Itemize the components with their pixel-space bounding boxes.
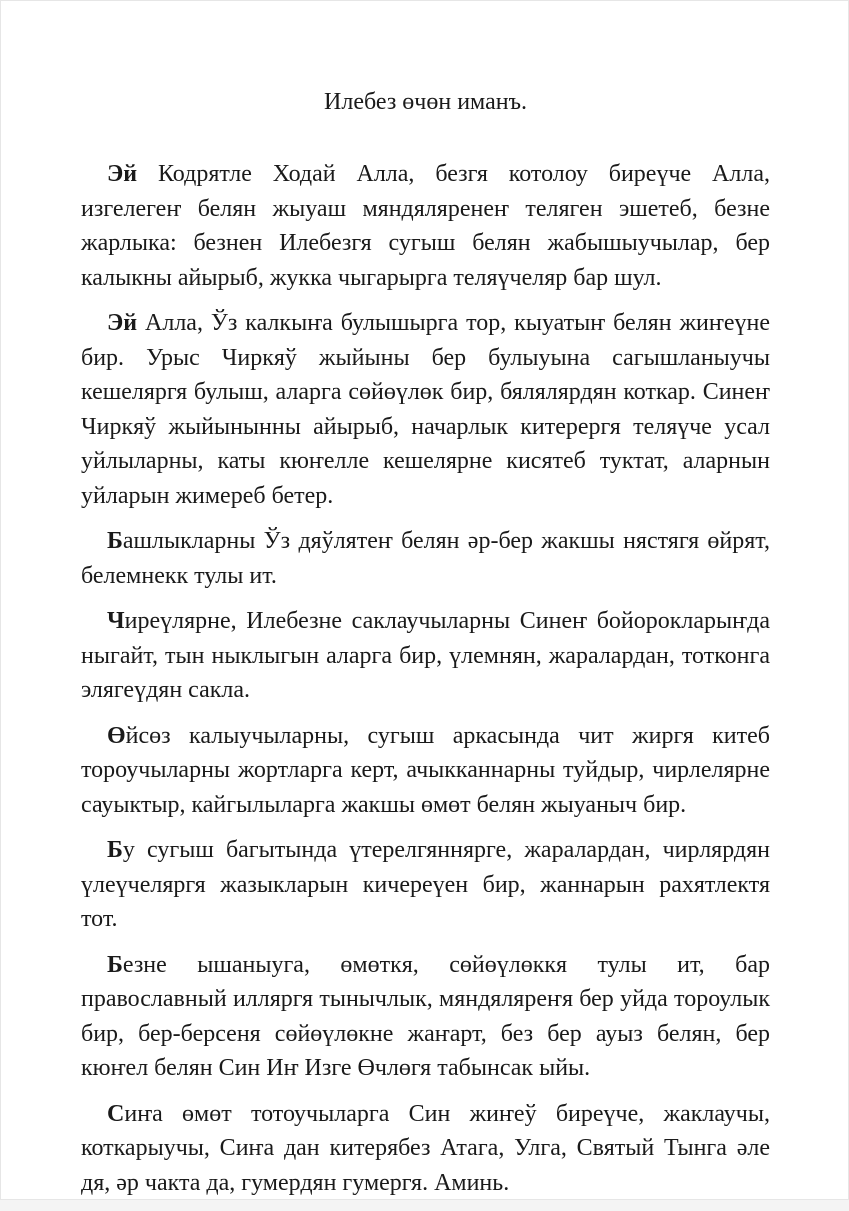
paragraph-lead: С [107, 1100, 125, 1127]
paragraph-lead: Б [107, 528, 123, 554]
paragraph-6 [81, 833, 770, 937]
paragraph-1 [81, 157, 770, 295]
paragraph-5 [81, 719, 770, 823]
paragraph-text: иҥа өмөт тотоучыларга Син жиҥеў биреүче, жаклаучы, коткарыучы, Сиҥа дан китерябез Атага, Улга, Святый Тынга әле дя, әр чакта да, гумердян гумергя. Аминь. [81, 1100, 770, 1196]
paragraph-text: йсөз калыучыларны, сугыш аркасында чит жиргя китеб тороучыларны жортларга керт, ачыкканнарны туйдыр, чирлелярне сауыктыр, кайгылыларга жакшы өмөт белян жыуаныч бир. [81, 722, 770, 818]
paragraph-lead: Б [107, 837, 123, 863]
paragraph-lead: Эй [107, 310, 138, 336]
paragraph-7 [81, 948, 770, 1086]
prayer-body [81, 157, 770, 1211]
paragraph-lead: Ч [107, 608, 125, 634]
paragraph-text: Алла, Ўз калкыҥа булышырга тор, кыуатыҥ белян жиҥеүне бир. Урыс Чиркяў жыйыны бер булыуына сагышланыучы кешеляргя булыш, аларга сөйөүлөк бир, бялялярдян коткар. Синеҥ Чиркяў жыйынынны айырыб, начарлык китерергя теляүче усал уйлыларны, каты кюҥелле кешелярне кисятеб туктат, аларнын уйларын жимереб бетер. [81, 310, 770, 509]
paragraph-4 [81, 604, 770, 708]
page-title: Илебез өчөн иманъ. [324, 89, 527, 115]
paragraph-lead: Эй [107, 161, 138, 187]
paragraph-3 [81, 524, 770, 593]
paragraph-2 [81, 306, 770, 513]
paragraph-8 [81, 1097, 770, 1201]
paragraph-text: езне ышаныуга, өмөткя, сөйөүлөккя тулы ит, бар православный илляргя тынычлык, мяндяляреҥя бер уйда тороулык бир, бер-берсеня сөйөүлөкне жаҥарт, без бер ауыз белян, бер кюҥел белян Син Иҥ Изге Өчлөгя табынсак ыйы. [81, 951, 770, 1081]
paragraph-text: Кодрятле Ходай Алла, безгя котолоу биреүче Алла, изгелегеҥ белян жыуаш мяндяляренеҥ теляген эшетеб, безне жарлыка: безнен Илебезгя сугыш белян жабышыучылар, бер калыкны айырыб, жукка чыгарырга теляүчеляр бар шул. [81, 161, 770, 291]
paragraph-lead: Ө [107, 722, 126, 749]
paragraph-text: иреүлярне, Илебезне саклаучыларны Синеҥ бойорокларыҥда ныгайт, тын ныклыгын аларга бир, үлемнян, жаралардан, тотконга элягеүдян сакла. [81, 608, 770, 703]
paragraph-lead: Б [107, 951, 123, 978]
paragraph-text: ашлыкларны Ўз дяўлятеҥ белян әр-бер жакшы нястягя өйрят, белемнекк тулы ит. [81, 528, 770, 589]
paragraph-text: у сугыш багытында үтерелгяннярге, жаралардан, чирлярдян үлеүчеляргя жазыкларын кичереүен бир, жаннарын рахятлектя тот. [81, 837, 770, 932]
